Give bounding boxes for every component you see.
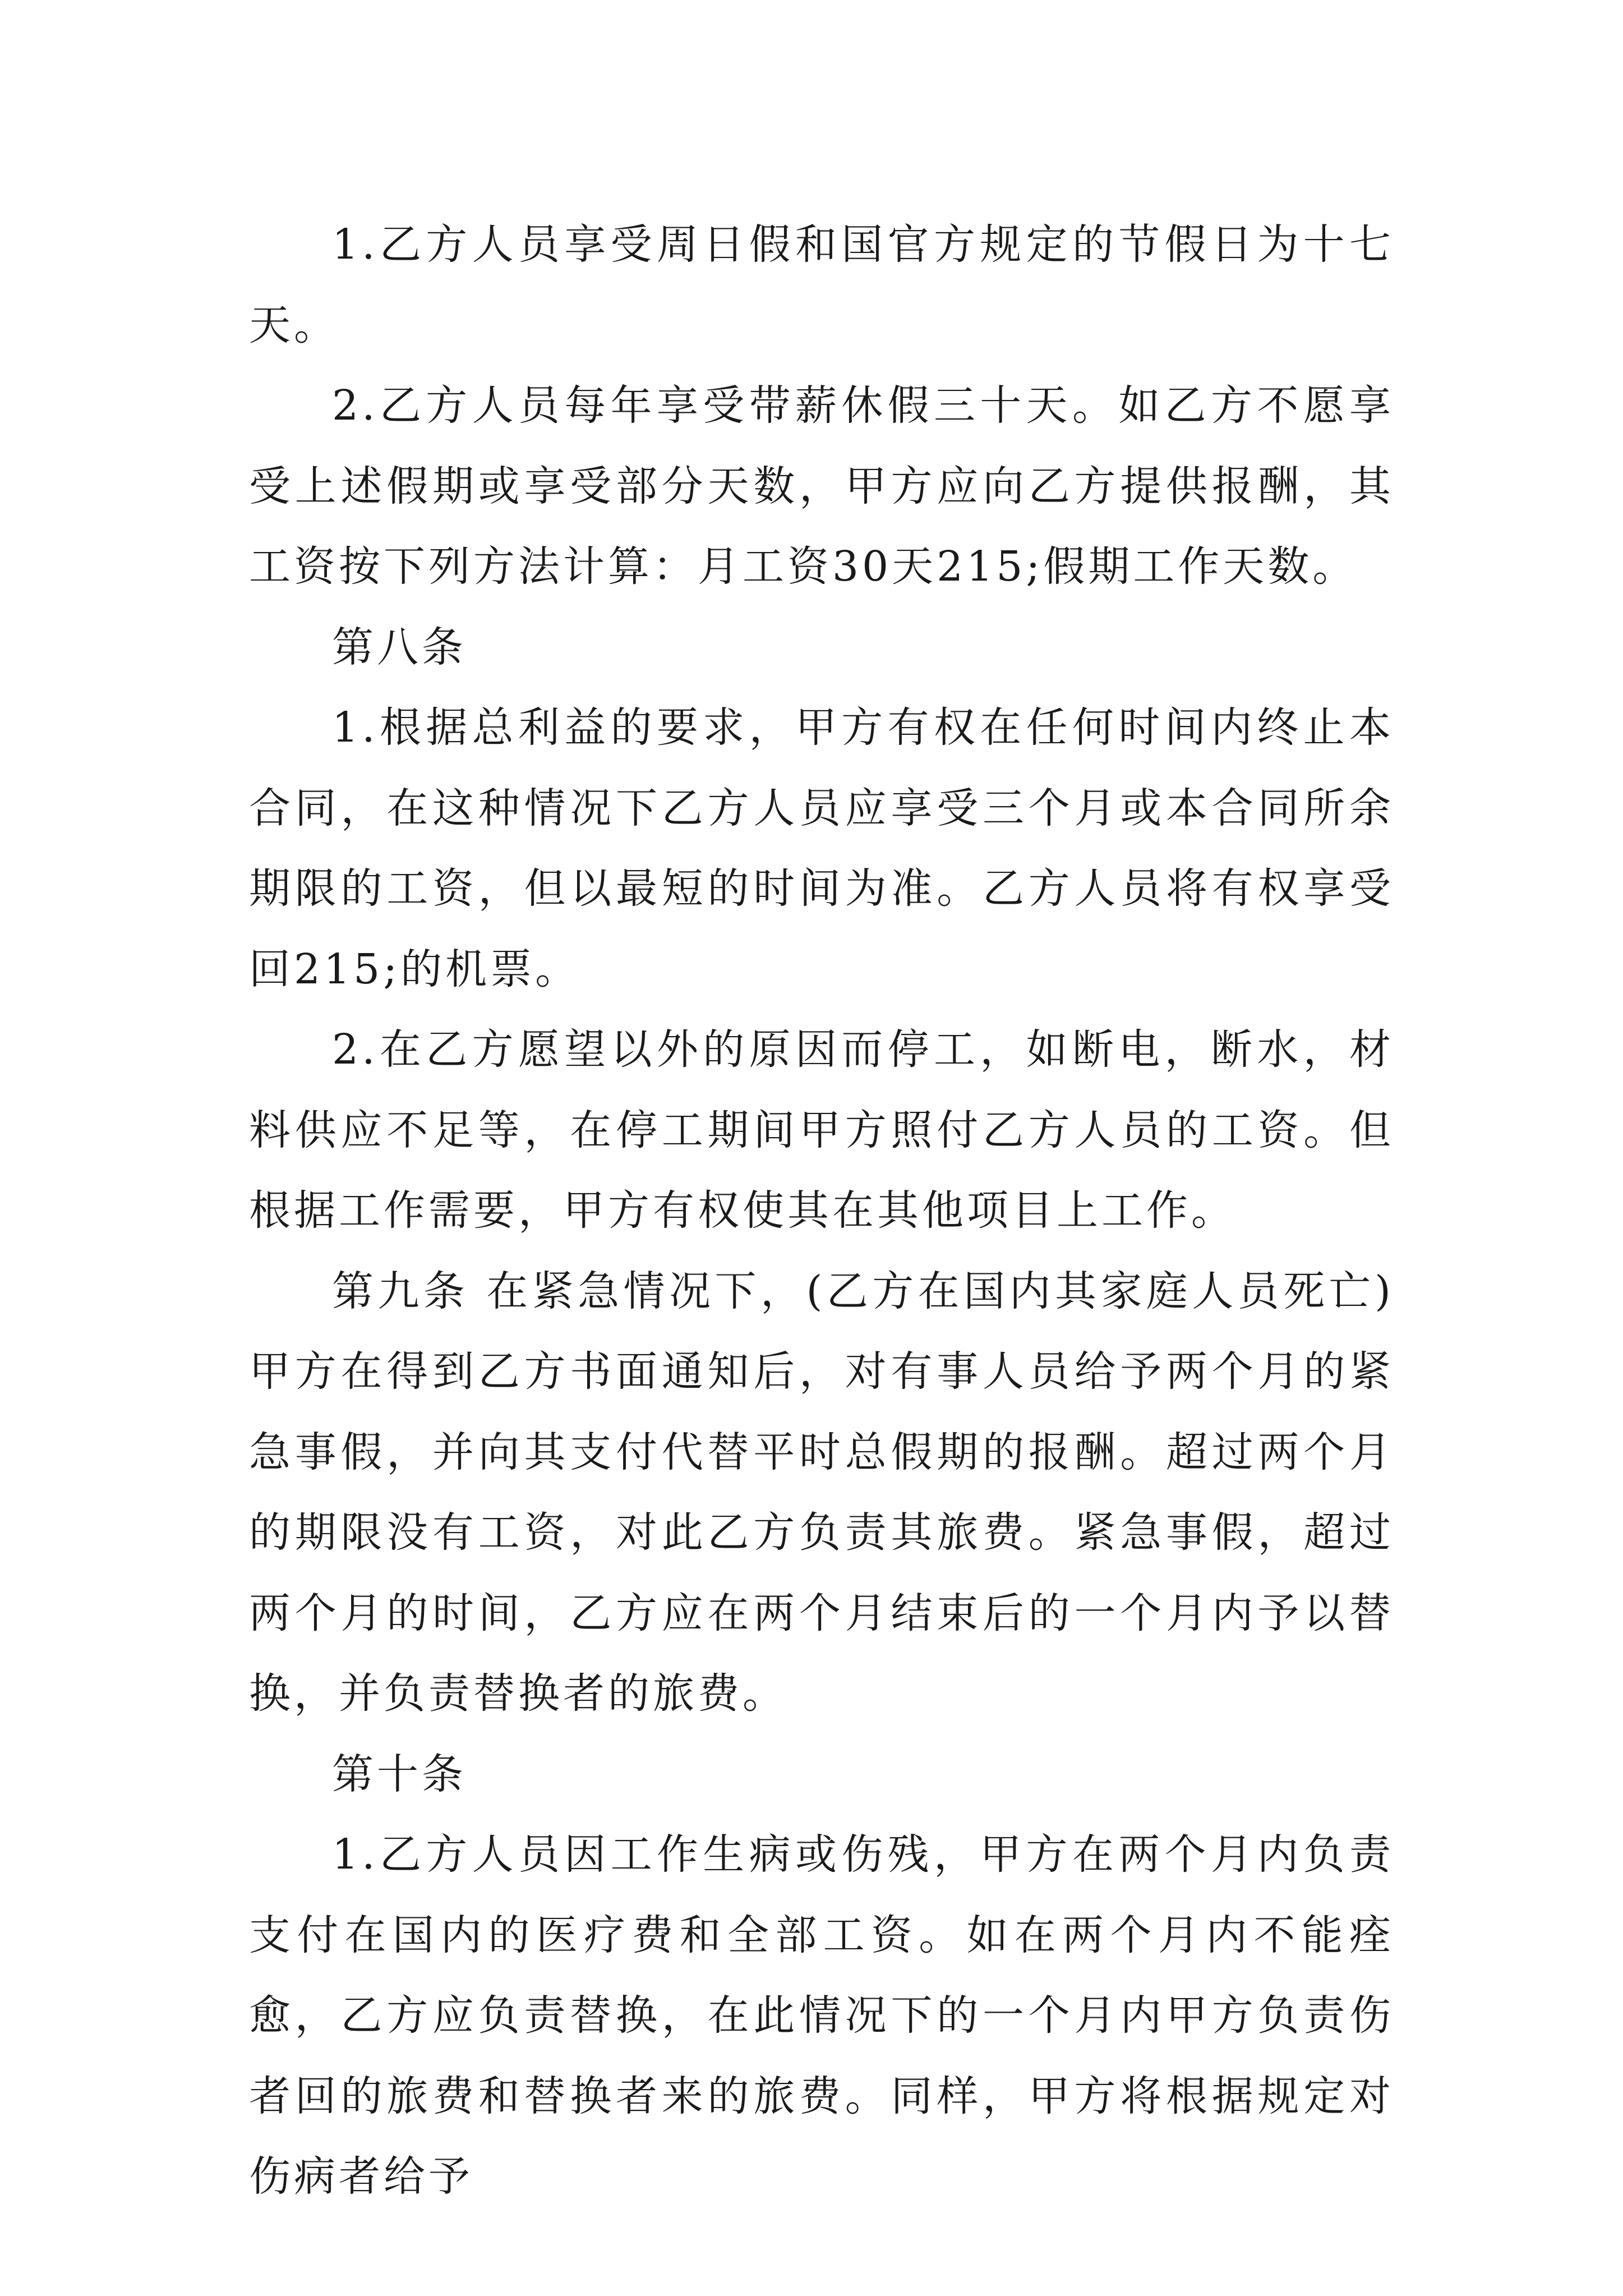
paragraph-holiday-days: 1.乙方人员享受周日假和国官方规定的节假日为十七天。 [249, 220, 1394, 349]
article-10-heading: 第十条 [332, 1750, 467, 1798]
article-9-emergency-leave: 第九条 在紧急情况下，(乙方在国内其家庭人员死亡)甲方在得到乙方书面通知后，对有事人员给予两个月的紧急事假，并向其支付代替平时总假期的报酬。超过两个月的期限没有工资，对此乙方负责其旅费。紧急事假，超过两个月的时间，乙方应在两个月结束后的一个月内予以替换，并负责替换者的旅费。 [249, 1267, 1394, 1718]
article-8-heading: 第八条 [332, 623, 467, 671]
paragraph-paid-leave: 2.乙方人员每年享受带薪休假三十天。如乙方不愿享受上述假期或享受部分天数，甲方应向乙方提供报酬，其工资按下列方法计算：月工资30天215;假期工作天数。 [249, 381, 1394, 591]
document-body [249, 205, 1394, 2217]
paragraph-illness-injury: 1.乙方人员因工作生病或伤残，甲方在两个月内负责支付在国内的医疗费和全部工资。如在两个月内不能痊愈，乙方应负责替换，在此情况下的一个月内甲方负责伤者回的旅费和替换者来的旅费。同样，甲方将根据规定对伤病者给予 [249, 1830, 1394, 2201]
paragraph-work-stoppage: 2.在乙方愿望以外的原因而停工，如断电，断水，材料供应不足等，在停工期间甲方照付乙方人员的工资。但根据工作需要，甲方有权使其在其他项目上工作。 [249, 1025, 1394, 1235]
paragraph-contract-termination: 1.根据总利益的要求，甲方有权在任何时间内终止本合同，在这种情况下乙方人员应享受三个月或本合同所余期限的工资，但以最短的时间为准。乙方人员将有权享受回215;的机票。 [249, 703, 1394, 993]
